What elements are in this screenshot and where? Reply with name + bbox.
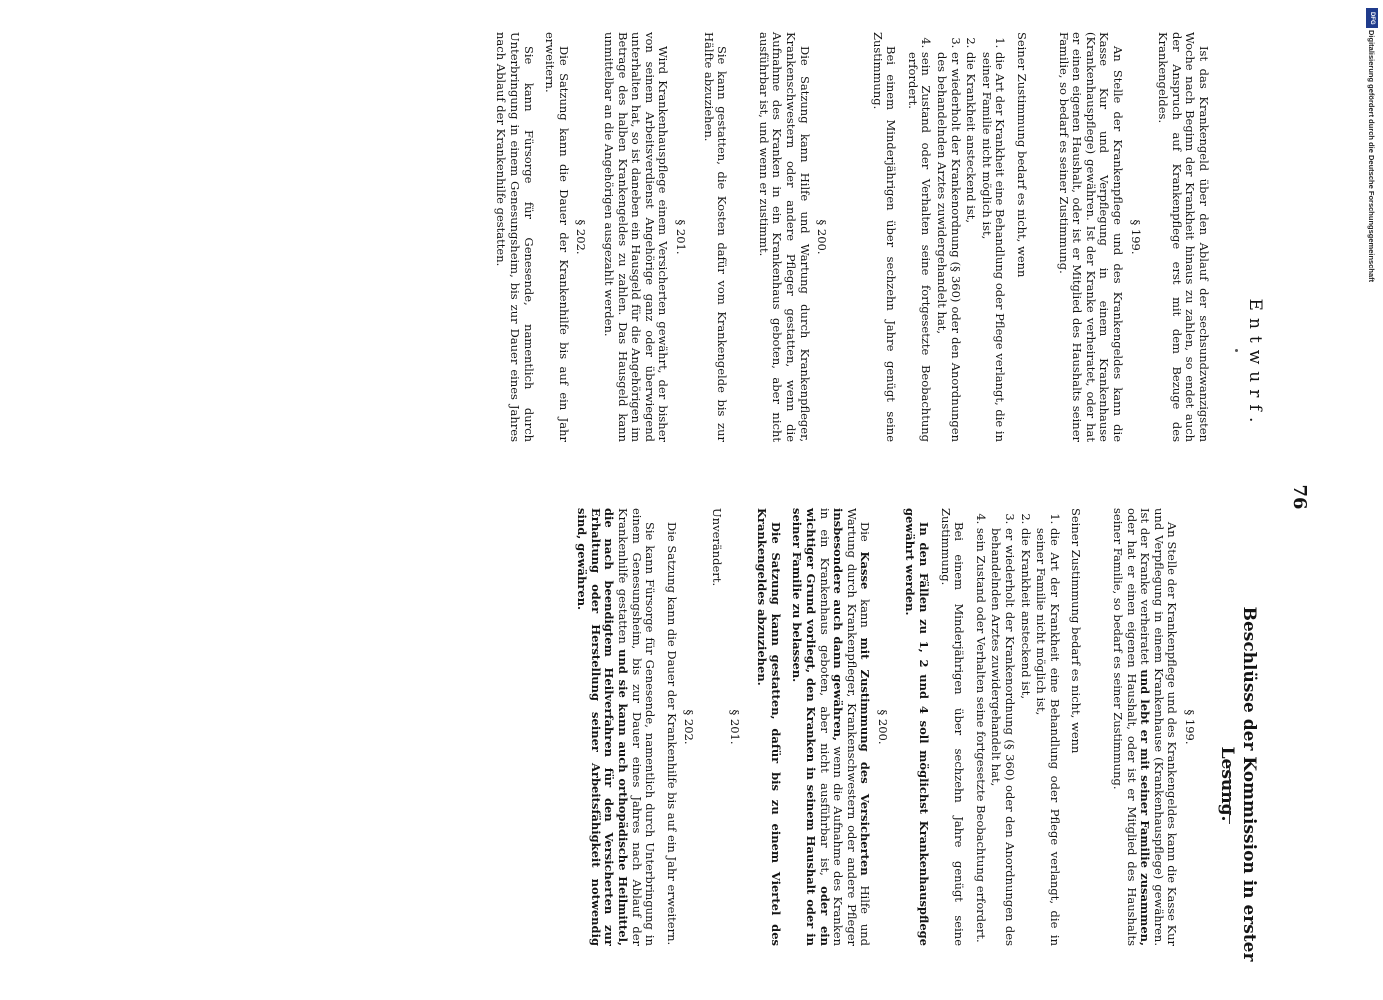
section-202-title: § 202.: [574, 219, 589, 255]
right-column-title: Beschlüsse der Kommission in erster Lesung.: [1217, 606, 1259, 962]
dfg-logo-text: DFG: [1369, 11, 1375, 25]
section-199-list: [905, 32, 1006, 442]
section-200-title: § 200.: [815, 219, 830, 255]
text-run: Hilfe und Wartung durch Krankenpfleger, Krankenschwestern oder andere Pfleger: [844, 508, 873, 946]
credit-text: Digitalisierung gefördert durch die Deutsche Forschungsgemeinschaft: [1367, 30, 1376, 283]
section-202-paragraph: Die Satzung kann die Dauer der Krankenhilfe bis auf ein Jahr erweitern.: [664, 522, 679, 946]
section-200-title: § 200.: [875, 709, 890, 745]
text-run: Die: [858, 522, 873, 552]
amended-text: oder ein wichtiger Grund vorliegt, den Kranken in seinem Haushalt oder in seiner Familie zu belassen.: [790, 508, 832, 946]
section-199-list: [973, 508, 1061, 946]
dfg-logo: [1366, 8, 1378, 28]
page-number: 76: [1289, 484, 1310, 510]
text-run: kann: [858, 589, 873, 638]
section-201-title: § 201.: [727, 709, 742, 745]
section-201-paragraph: Unverändert.: [709, 508, 724, 587]
section-201-paragraph: Wird Krankenhauspflege einem Versicherten gewährt, der bisher von seinem Arbeitsverdienst Angehörige ganz oder überwiegend unterhalten hat, so ist daneben ein Hausgeld für die Angehörigen im Betrage des halben Krankengeldes zu zahlen. Das Hausgeld kann unmittelbar an die Angehörigen ausgezahlt werden.: [602, 32, 671, 442]
section-199-consent-intro: Seiner Zustimmung bedarf es nicht, wenn: [1069, 508, 1084, 754]
draft-column: [486, 32, 1210, 442]
list-item: 2. die Krankheit ansteckend ist,: [964, 52, 978, 442]
section-199-minor-paragraph: Bei einem Minderjährigen über sechzehn Jahre genügt seine Zustimmung.: [938, 508, 967, 946]
section-199-title: § 199.: [1128, 219, 1143, 255]
section-201-title: § 201.: [673, 219, 688, 255]
amended-text: Kasse: [858, 551, 873, 590]
list-item: 3. er wiederholt der Krankenordnung (§ 360) oder den Anordnungen des behandelnden Arztes zuwidergehandelt hat,: [935, 52, 962, 442]
section-199-paragraph: [1110, 508, 1178, 946]
section-199-added-paragraph: In den Fällen zu 1, 2 und 4 soll möglichst Krankenhauspflege gewährt werden.: [903, 508, 932, 946]
title-rule: [1229, 764, 1230, 824]
section-200-paragraph: Die Satzung kann Hilfe und Wartung durch Krankenpfleger, Krankenschwestern oder andere Pfleger gestatten, wenn die Aufnahme des Kranken in ein Krankenhaus geboten, aber nicht ausführbar ist, und wenn er zustimmt.: [756, 32, 812, 442]
text-run: An Stelle der Krankenpflege und des Krankengeldes kann die Kasse Kur und Verpflegung in einem Krankenhause (Krankenhauspflege) gewähren. Ist der Kranke verheiratet: [1138, 508, 1180, 946]
document-page: [64, 14, 1356, 980]
resolutions-column: [567, 508, 1210, 946]
section-199-title: § 199.: [1183, 709, 1197, 745]
amended-text: insbesondere auch dann gewähren,: [831, 508, 846, 742]
text-run: Sie kann Fürsorge für Genesende, namentlich durch Unterbringung in einem Genesungsheim, bis zur Dauer eines Jahres nach Ablauf der Krankenhilfe gestatten: [616, 508, 658, 946]
text-run: wenn die Aufnahme des Kranken in ein Krankenhaus geboten, aber nicht ausführbar ist,: [817, 508, 846, 946]
section-200-paragraph: [790, 508, 872, 946]
section-200-paragraph-2: Die Satzung kann gestatten, dafür bis zu einem Viertel des Krankengeldes abzuziehen.: [755, 508, 783, 946]
title-dot: [1235, 349, 1238, 352]
list-item: 1. die Art der Krankheit eine Behandlung oder Pflege verlangt, die in seiner Familie nicht möglich ist,: [979, 52, 1006, 442]
section-202-paragraph: Die Satzung kann die Dauer der Krankenhilfe bis auf ein Jahr erweitern.: [543, 32, 571, 442]
list-item: 4. sein Zustand oder Verhalten seine fortgesetzte Beobachtung erfordert.: [973, 528, 987, 946]
left-column-title: Entwurf.: [1245, 298, 1265, 430]
digitization-credit: [1366, 30, 1378, 450]
amended-text: und lebt er mit seiner Familie zusammen,: [1138, 669, 1153, 947]
section-202-title: § 202.: [682, 709, 697, 745]
list-item: 1. die Art der Krankheit eine Behandlung oder Pflege verlangt, die in seiner Familie nicht möglich ist,: [1034, 528, 1061, 946]
section-202-paragraph-2: [575, 508, 657, 946]
section-200-paragraph-2: Sie kann gestatten, die Kosten dafür vom Krankengelde bis zur Hälfte abzuziehen.: [701, 32, 730, 442]
amended-text: und sie kann auch orthopädische Heilmittel, die nach beendigtem Heilverfahren für den Versicherten zur Erhaltung oder Herstellung seiner Arbeitsfähigkeit notwendig sind, gewähren.: [575, 508, 630, 946]
text-run: oder hat er einen eigenen Haushalt, oder ist er Mitglied des Haushalts seiner Familie, so bedarf es seiner Zustimmung.: [1111, 508, 1139, 946]
amended-text: mit Zustimmung des Versicherten: [858, 637, 873, 876]
list-item: 3. er wiederholt der Krankenordnung (§ 360) oder den Anordnungen des behandelnden Arztes zuwidergehandelt hat,: [989, 528, 1016, 946]
section-199-paragraph: An Stelle der Krankenpflege und des Krankengeldes kann die Kasse Kur und Verpflegung in einem Krankenhause (Krankenhauspflege) gewähren. Ist der Kranke verheiratet, oder hat er einen eigenen Haushalt, oder ist er Mitglied des Haushalts seiner Familie, so bedarf es seiner Zustimmung.: [1056, 32, 1126, 442]
section-199-minor-paragraph: Bei einem Minderjährigen über sechzehn Jahre genügt seine Zustimmung.: [870, 32, 899, 442]
list-item: 4. sein Zustand oder Verhalten seine fortgesetzte Beobachtung erfordert.: [905, 52, 932, 442]
section-199-consent-intro: Seiner Zustimmung bedarf es nicht, wenn: [1015, 32, 1030, 278]
list-item: 2. die Krankheit ansteckend ist,: [1018, 528, 1032, 946]
section-202-paragraph-2: Sie kann Fürsorge für Genesende, namentlich durch Unterbringung in einem Genesungsheim, bis zur Dauer eines Jahres nach Ablauf der Krankenhilfe gestatten.: [494, 32, 536, 442]
intro-paragraph: Ist das Krankengeld über den Ablauf der sechsundzwanzigsten Woche nach Beginn der Krankheit hinaus zu zahlen, so endet auch der Anspruch auf Krankenpflege erst mit dem Bezuge des Krankengeldes.: [1156, 32, 1211, 442]
